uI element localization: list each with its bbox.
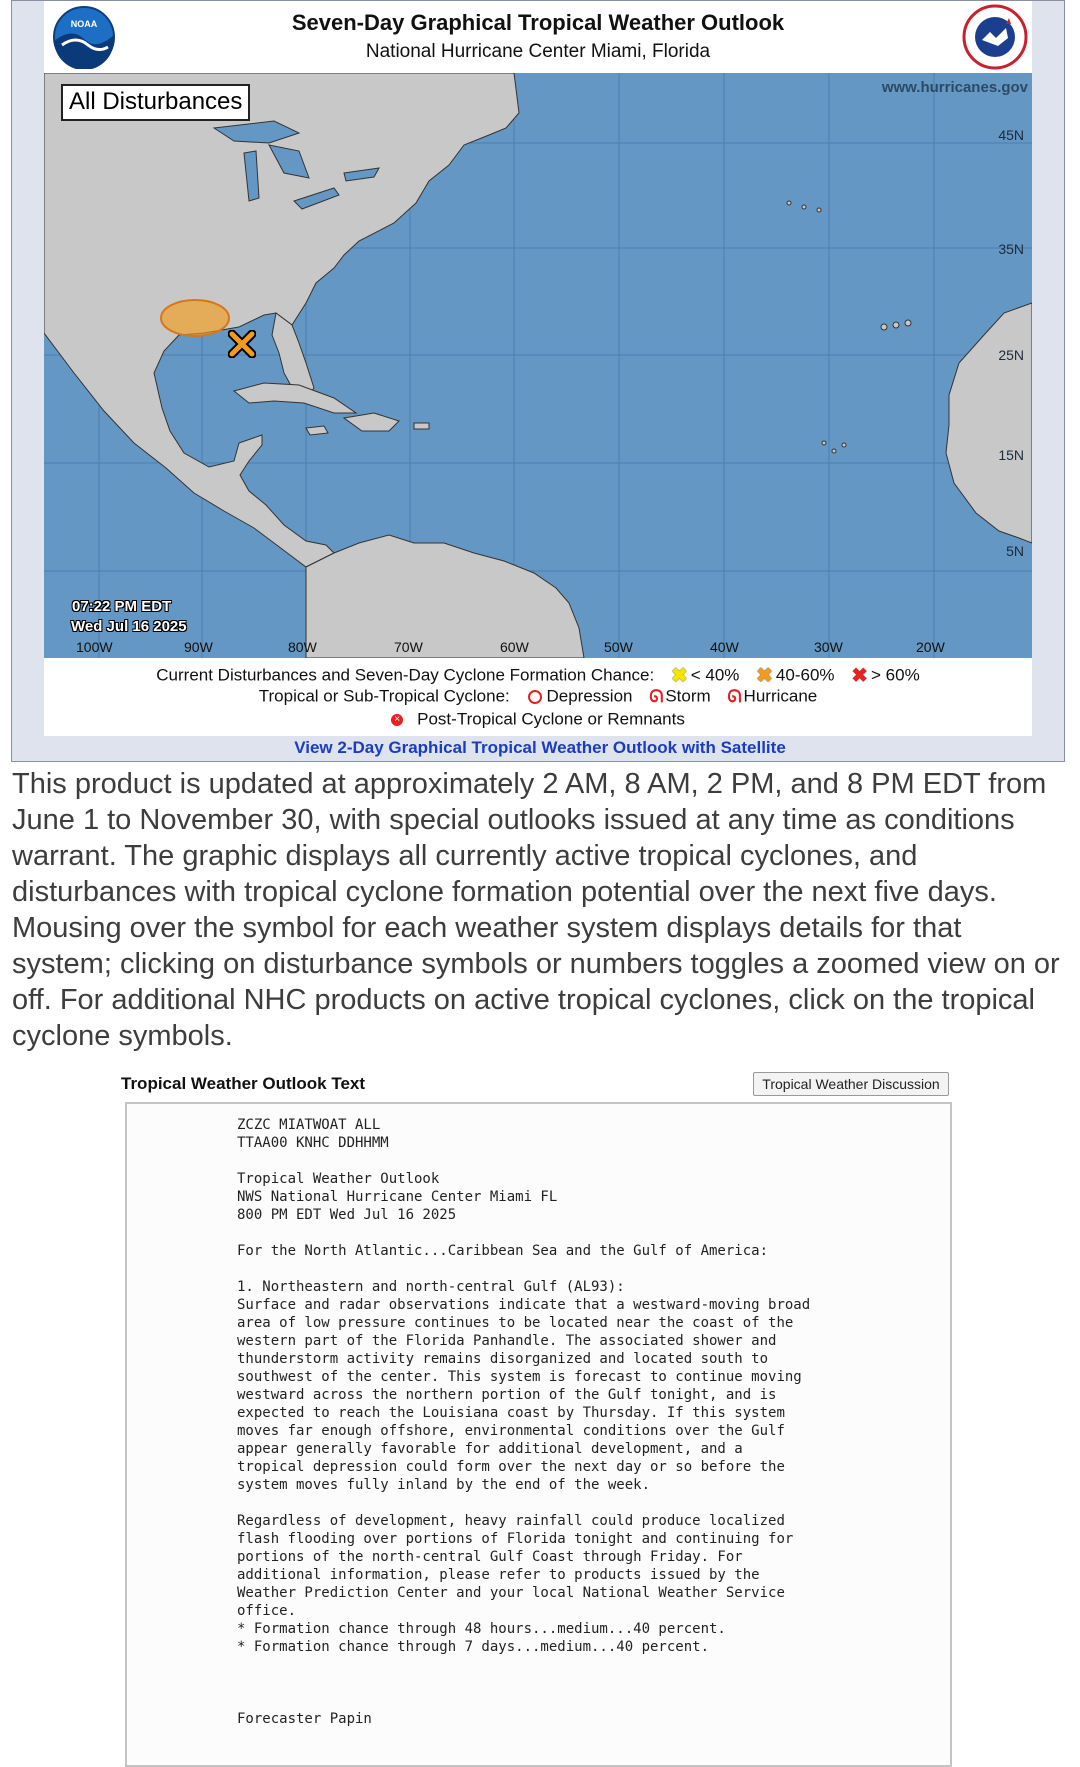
jamaica-land (306, 426, 328, 435)
hurricane-icon: ᘏ (727, 686, 742, 706)
disturbance-area[interactable] (161, 300, 229, 336)
outlook-text-box[interactable] (125, 1102, 952, 1767)
depression-icon (528, 690, 542, 704)
south-america-land (306, 535, 584, 658)
puerto-rico-land (414, 423, 429, 429)
all-disturbances-label: All Disturbances (61, 84, 250, 121)
formation-label: Current Disturbances and Seven-Day Cyclone Formation Chance: (156, 665, 655, 685)
formation-legend-row (44, 663, 1032, 688)
post-tropical-icon: × (391, 714, 403, 726)
outlook-graphic-frame (11, 0, 1065, 762)
cuba-land (234, 383, 356, 413)
map-legend (44, 658, 1032, 736)
low-x-icon: ✖ (670, 665, 688, 687)
lon-label: 30W (814, 639, 843, 655)
storm-label: Storm (665, 686, 711, 706)
lon-label: 70W (394, 639, 423, 655)
medium-x-icon: ✖ (756, 665, 773, 687)
timestamp-date: Wed Jul 16 2025 (71, 618, 187, 635)
post-tropical-legend-row (44, 709, 1032, 730)
medium-chance-label: 40-60% (775, 665, 835, 685)
lat-label: 15N (998, 447, 1024, 463)
product-description: This product is updated at approximately 2 AM, 8 AM, 2 PM, and 8 PM EDT from June 1 to November 30, with special outlooks issued at any time as conditions warrant. The graphic displays all currently active tropical cyclones, and disturbances with tropical cyclone formation potential over the next five days. Mousing over the symbol for each weather system displays details for that system; clicking on disturbance symbols or numbers toggles a zoomed view on or off. For additional NHC products on active tropical cyclones, click on the tropical cyclone symbols. (12, 768, 1060, 1052)
two-day-outlook-link[interactable]: View 2-Day Graphical Tropical Weather Outlook with Satellite (294, 738, 786, 757)
basemap (44, 73, 1032, 658)
high-chance-label: > 60% (871, 665, 920, 685)
disturbance-x-icon[interactable] (228, 330, 256, 358)
depression-label: Depression (546, 686, 633, 706)
lon-label: 40W (710, 639, 739, 655)
timestamp-time: 07:22 PM EDT (72, 598, 172, 615)
tropical-weather-discussion-button[interactable]: Tropical Weather Discussion (753, 1072, 949, 1096)
outlook-text-title: Tropical Weather Outlook Text (121, 1074, 366, 1093)
low-chance-label: < 40% (690, 665, 740, 685)
graphic-header (44, 1, 1032, 73)
lat-label: 5N (1006, 543, 1024, 559)
lon-label: 100W (76, 639, 113, 655)
cyclone-label: Tropical or Sub-Tropical Cyclone: (258, 686, 510, 706)
cyclone-legend-row (44, 686, 1032, 707)
lon-label: 20W (916, 639, 945, 655)
lat-label: 35N (998, 241, 1024, 257)
atlantic-islands (787, 201, 911, 453)
lon-label: 90W (184, 639, 213, 655)
africa-land (946, 303, 1032, 543)
lon-label: 50W (604, 639, 633, 655)
post-tropical-label: Post-Tropical Cyclone or Remnants (417, 709, 685, 729)
hurricane-label: Hurricane (743, 686, 818, 706)
high-x-icon: ✖ (851, 665, 869, 687)
page-title: Seven-Day Graphical Tropical Weather Outlook (291, 10, 785, 35)
hurricanes-site-label: www.hurricanes.gov (881, 79, 1028, 96)
lat-label: 25N (998, 347, 1024, 363)
outlook-text-body: ZCZC MIATWOAT ALL TTAA00 KNHC DDHHMM Tropical Weather Outlook NWS National Hurricane Center Miami FL 800 PM EDT Wed Jul 16 2025 For the North Atlantic...Caribbean Sea and the Gulf of America: 1. Northeastern and north-central Gulf (AL93): Surface and radar observations indicate that a westward-moving broad area of low pressure continues to be located near the coast of the western part of the Florida Panhandle. The associated shower and thunderstorm activity remains disorganized and located south to southwest of the center. This system is forecast to continue moving westward across the northern portion of the Gulf tonight, and is expected to reach the Louisiana coast by Thursday. If this system moves far enough offshore, environmental conditions over the Gulf appear generally favorable for additional development, and a tropical depression could form over the next day or so before the system moves fully inland by the end of the week. Regardless of development, heavy rainfall could produce localized flash flooding over portions of Florida tonight and continuing for portions of the north-central Gulf Coast through Friday. For additional information, please refer to products issued by the Weather Prediction Center and your local National Weather Service office. * Formation chance through 48 hours...medium...40 percent. * Formation chance through 7 days...medium...40 percent. Forecaster Papin (237, 1117, 811, 1727)
svg-text:NOAA: NOAA (70, 19, 98, 29)
nws-logo-icon (962, 4, 1028, 70)
hispaniola-land (344, 413, 399, 431)
lon-label: 80W (288, 639, 317, 655)
lat-label: 45N (998, 127, 1024, 143)
page-subtitle: National Hurricane Center Miami, Florida (365, 41, 711, 62)
lon-label: 60W (500, 639, 529, 655)
outlook-map[interactable] (44, 73, 1032, 658)
storm-icon: ᘏ (649, 686, 664, 706)
